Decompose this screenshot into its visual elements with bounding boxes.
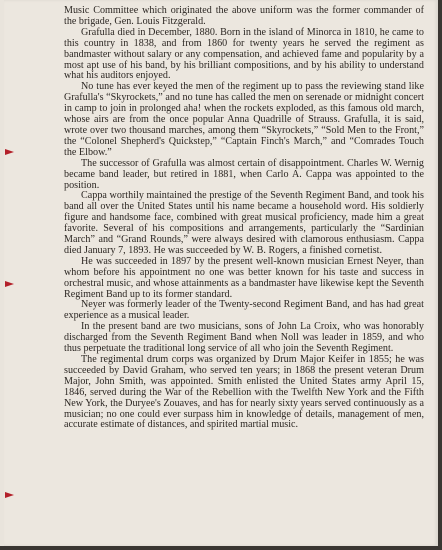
- body-text: [64, 6, 424, 431]
- paragraph-uniform-committee: Music Committee which originated the above uniform was the former commander of the brigade, Gen. Louis Fitzgerald.: [64, 5, 424, 27]
- scan-frame-bottom-edge: [0, 546, 442, 550]
- paragraph-neyer-appointment: He was succeeded in 1897 by the present well-known musician Ernest Neyer, than whom before his appointment no one was better known for his taste and success in orchestral music, and whose attainments as a bandmaster have likewise kept the Seventh Regiment Band up to its former standard.: [64, 255, 424, 300]
- paragraph-skyrockets: No tune has ever keyed the men of the regiment up to pass the reviewing stand like Grafulla's “Skyrockets,” and no tune has called the men on serenade or midnight concert in camp to join in prolonged aha! when the rockets exploded, as this famous old march, whose airs are from the once popular Anna Quadrille of Strauss. Grafulla, it is said, wrote over two thousand marches, among them “Skyrockets,” “Sold Men to the Front,” the “Colonel Shepherd's Quickstep,” “Captain Finch's March,” and “Comrades Touch the Elbow.”: [64, 81, 424, 158]
- margin-tab-mark-icon: [5, 280, 15, 288]
- margin-tab-mark-icon: [5, 148, 15, 156]
- margin-tab-mark-icon: [5, 491, 15, 499]
- paragraph-successor-wernig: The successor of Grafulla was almost certain of disappointment. Charles W. Wernig became band leader, but retired in 1881, when Carlo A. Cappa was appointed to the position.: [64, 157, 424, 191]
- paragraph-neyer-experience: Neyer was formerly leader of the Twenty-second Regiment Band, and has had great experience as a musical leader.: [64, 299, 424, 322]
- scan-frame-right-edge: [438, 0, 442, 550]
- book-page: [4, 0, 438, 546]
- paragraph-cappa: Cappa worthily maintained the prestige of the Seventh Regiment Band, and took his band all over the United States until his name became a household word. His soldierly figure and handsome face, combined with great musical proficiency, made him a great favorite. Several of his compositions and arrangements, particularly the “Sardinian March” and “Grand Rounds,” were always desired with clamorous enthusiasm. Cappa died January 7, 1893. He was succeeded by W. B. Rogers, a finished cornetist.: [64, 190, 424, 256]
- paragraph-la-croix: In the present band are two musicians, sons of John La Croix, who was honorably discharged from the Seventh Regiment Band when Noll was leader in 1859, and who thus perpetuate the traditional long service of all who join the Seventh Regiment.: [64, 321, 424, 355]
- paragraph-drum-corps: The regimental drum corps was organized by Drum Major Keifer in 1855; he was succeeded by David Graham, who served ten years; in 1868 the present veteran Drum Major, John Smith, was appointed. Smith enlisted the United States army April 15, 1846, served during the War of the Rebellion with the Twelfth New York and the Fifth New York, the Duryee's Zouaves, and has for nearly sixty years served continuously as a musician; no one could ever surpass him in knowledge of details, management of men, accurate estimate of distances, and spirited martial music.: [64, 354, 424, 431]
- paragraph-grafulla-death: Grafulla died in December, 1880. Born in the island of Minorca in 1810, he came to this country in 1838, and from 1860 for twenty years he served the regiment as bandmaster without salary or any compensation, and achieved fame and popularity by a most apt use of his band, by his brilliant compositions, and by his ability to understand what his auditors enjoyed.: [64, 26, 424, 82]
